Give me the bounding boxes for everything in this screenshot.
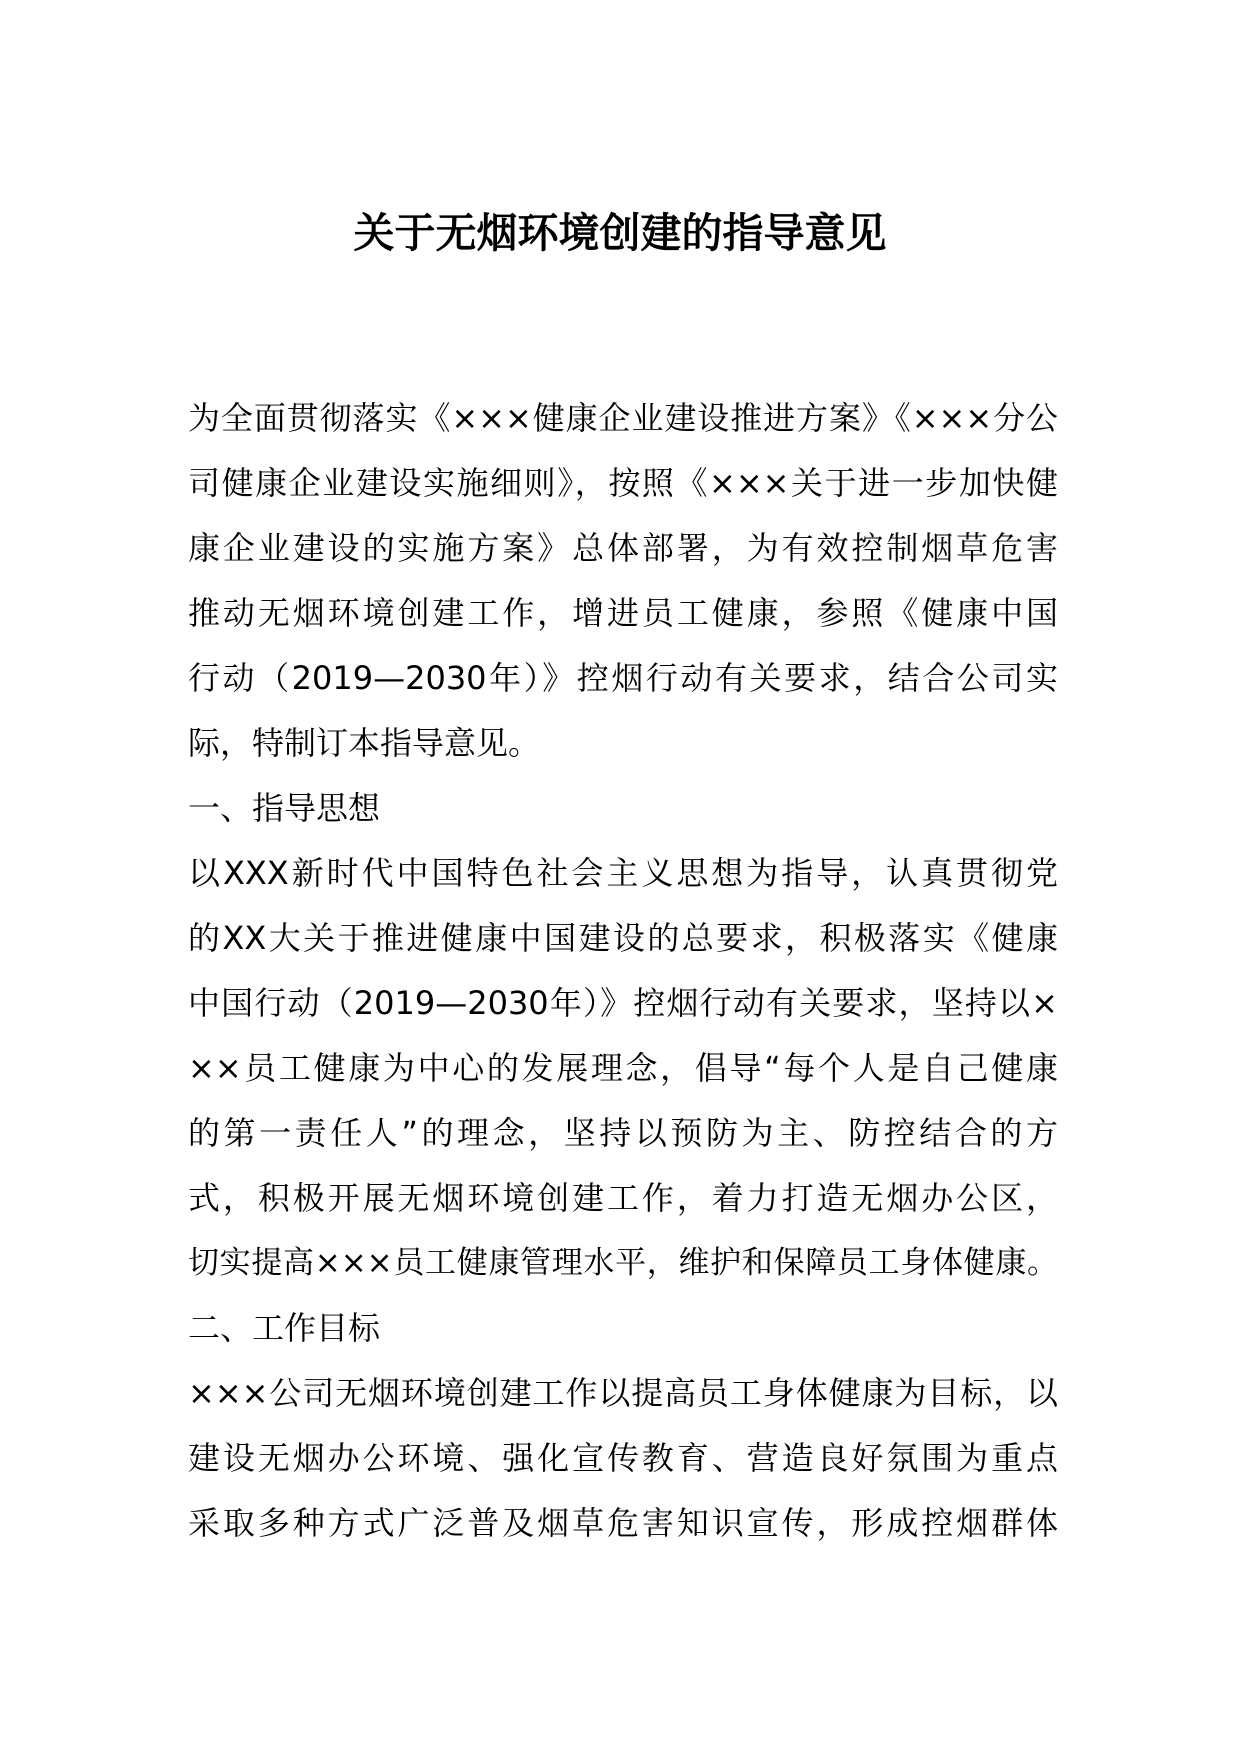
paragraph-line: 中国行动（2019—2030年）》控烟行动有关要求，坚持以× xyxy=(188,984,1058,1022)
paragraph-line: ××员工健康为中心的发展理念，倡导“每个人是自己健康 xyxy=(188,1049,1058,1087)
section-heading: 一、指导思想 xyxy=(188,789,381,827)
paragraph-line: 建设无烟办公环境、强化宣传教育、营造良好氛围为重点 xyxy=(188,1439,1058,1477)
paragraph-line: 式，积极开展无烟环境创建工作，着力打造无烟办公区， xyxy=(188,1179,1058,1217)
paragraph-line: ×××公司无烟环境创建工作以提高员工身体健康为目标，以 xyxy=(188,1374,1058,1412)
paragraph-line: 切实提高×××员工健康管理水平，维护和保障员工身体健康。 xyxy=(188,1245,1058,1281)
document-title: 关于无烟环境创建的指导意见 xyxy=(353,209,887,257)
document-body xyxy=(188,386,1058,1556)
paragraph-line: 以XXX新时代中国特色社会主义思想为指导，认真贯彻党 xyxy=(188,854,1058,892)
paragraph-line: 司健康企业建设实施细则》，按照《×××关于进一步加快健 xyxy=(188,464,1058,502)
paragraph-line: 为全面贯彻落实《×××健康企业建设推进方案》《×××分公 xyxy=(188,399,1058,437)
paragraph-line: 行动（2019—2030年）》控烟行动有关要求，结合公司实 xyxy=(188,659,1058,697)
section-heading: 二、工作目标 xyxy=(188,1309,381,1347)
paragraph-line: 的XX大关于推进健康中国建设的总要求，积极落实《健康 xyxy=(188,919,1058,957)
paragraph-line: 际，特制订本指导意见。 xyxy=(188,724,541,762)
paragraph-line: 推动无烟环境创建工作，增进员工健康，参照《健康中国 xyxy=(188,594,1058,632)
paragraph-line: 康企业建设的实施方案》总体部署，为有效控制烟草危害 xyxy=(188,529,1058,567)
paragraph-line: 采取多种方式广泛普及烟草危害知识宣传，形成控烟群体 xyxy=(188,1504,1058,1542)
paragraph-line: 的第一责任人”的理念，坚持以预防为主、防控结合的方 xyxy=(188,1114,1058,1152)
